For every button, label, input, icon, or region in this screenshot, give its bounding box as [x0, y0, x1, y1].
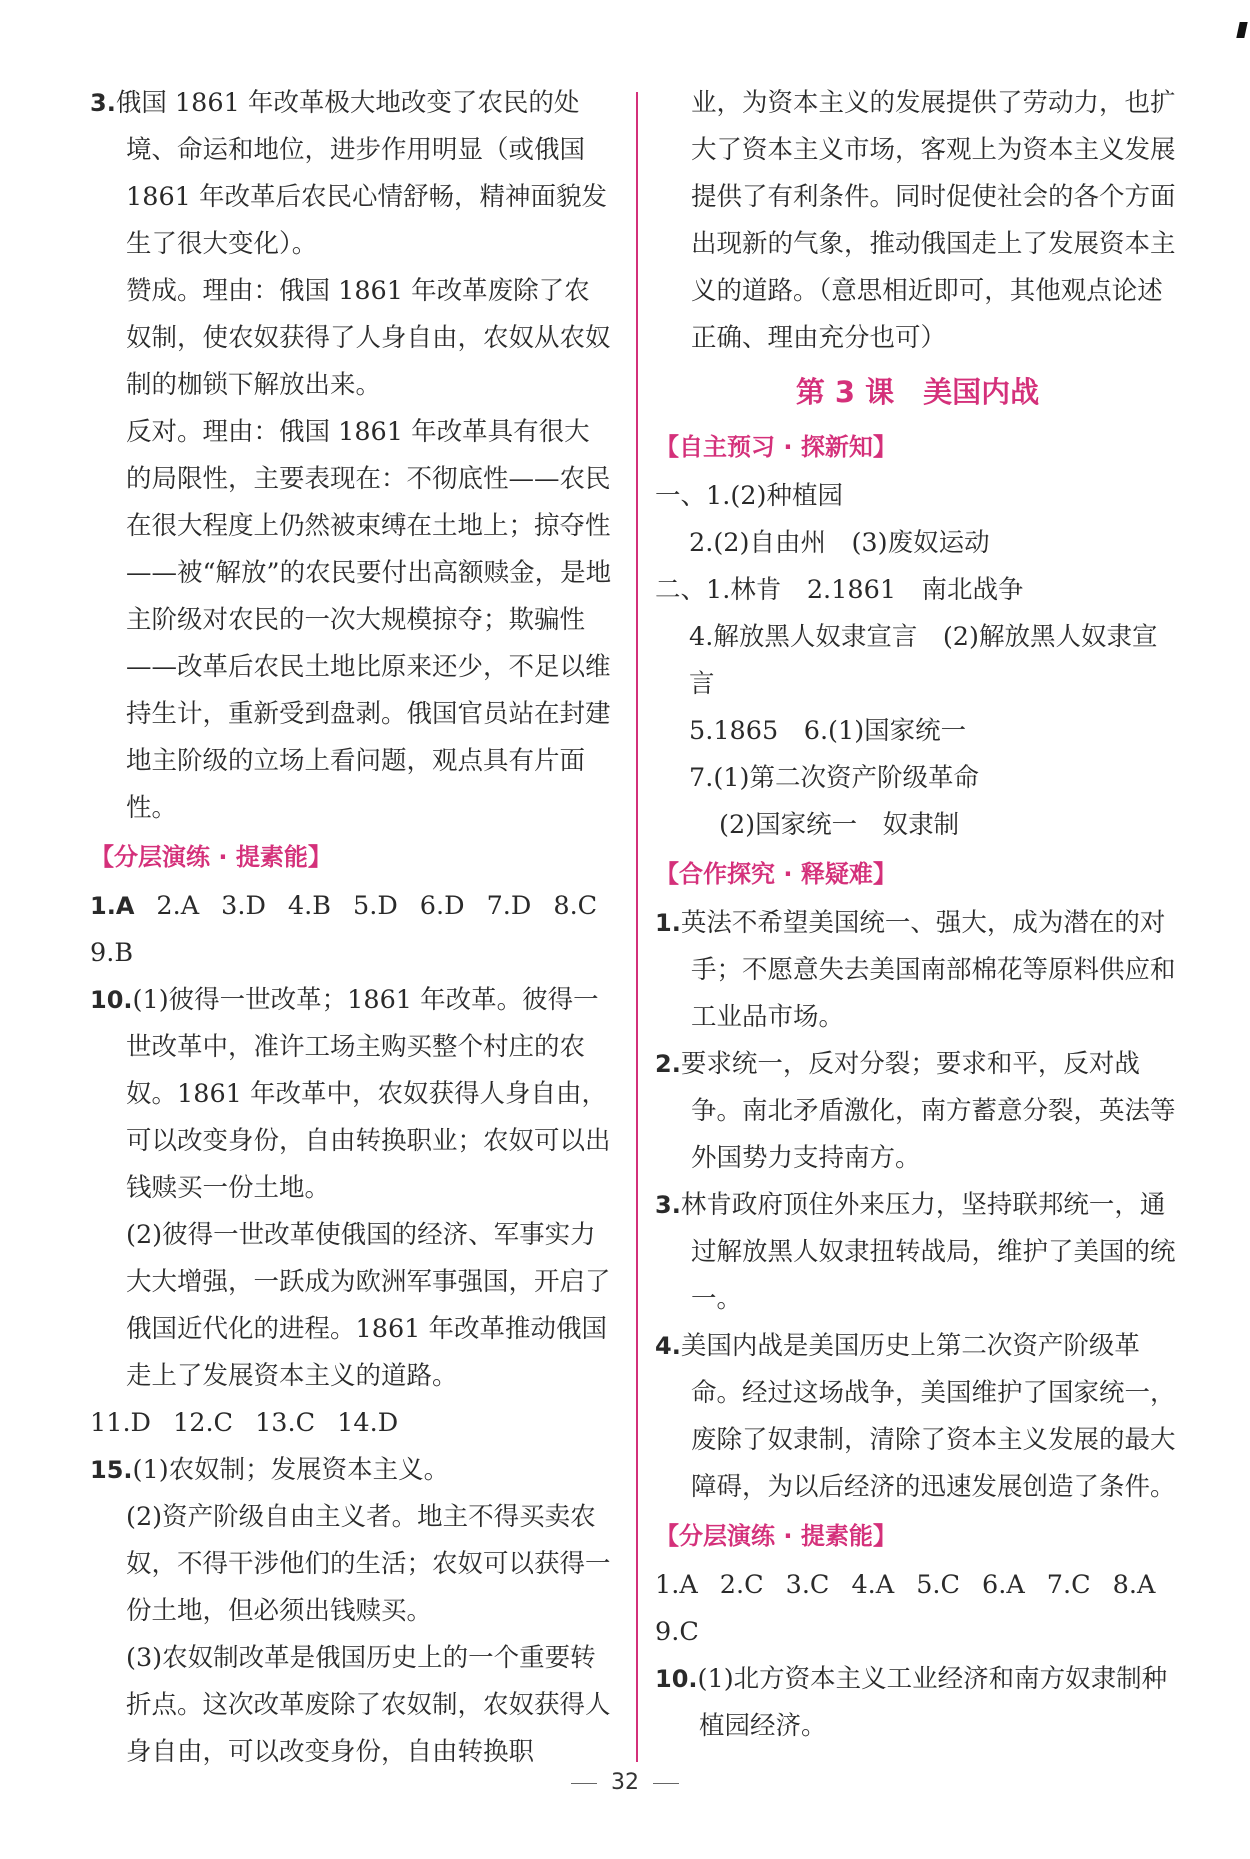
section-heading: 【自主预习 · 探新知】: [655, 433, 897, 461]
section-heading: 【合作探究 · 释疑难】: [655, 860, 897, 888]
corner-mark: [1236, 22, 1247, 38]
answer-3: 3.俄国 1861 年改革极大地改变了农民的处境、命运和地位，进步作用明显（或俄国 1861 年改革后农民心情舒畅，精神面貌发生了很大变化）。: [90, 88, 608, 259]
mc-answers-row: 1.A 2.C 3.C 4.A 5.C 6.A 7.C 8.A: [655, 1570, 1156, 1600]
explore-answer-4: 4.美国内战是美国历史上第二次资产阶级革命。经过这场战争，美国维护了国家统一，废除了奴隶制，清除了资本主义发展的最大障碍，为以后经济的迅速发展创造了条件。: [655, 1331, 1176, 1502]
answer-10-part1: 10.(1)彼得一世改革；1861 年改革。彼得一世改革中，准许工场主购买整个村庄的农奴。1861 年改革中，农奴获得人身自由，可以改变身份，自由转换职业；农奴可以出钱赎买一份土地。: [90, 985, 611, 1203]
answer-3-oppose: 反对。理由：俄国 1861 年改革具有很大的局限性，主要表现在：不彻底性——农民在很大程度上仍然被束缚在土地上；掠夺性——被“解放”的农民要付出高额赎金，是地主阶级对农民的一次大规模掠夺；欺骗性——改革后农民土地比原来还少，不足以维持生计，重新受到盘剥。俄国官员站在封建地主阶级的立场上看问题，观点具有片面性。: [126, 417, 612, 823]
preview-line: 5.1865 6.(1)国家统一: [689, 716, 967, 746]
preview-line: 4.解放黑人奴隶宣言 (2)解放黑人奴隶宣言: [689, 622, 1158, 699]
left-column: [90, 80, 615, 1776]
right-column: [655, 80, 1180, 1750]
answer-10-part2: (2)彼得一世改革使俄国的经济、军事实力大大增强，一跃成为欧洲军事强国，开启了俄国近代化的进程。1861 年改革推动俄国走上了发展资本主义的道路。: [126, 1220, 611, 1391]
mc-answers-row-2: 11.D 12.C 13.C 14.D: [90, 1408, 399, 1438]
mc-answers-row: 1.A 2.A 3.D 4.B 5.D 6.D 7.D 8.C: [90, 891, 598, 921]
answer-15-part3: (3)农奴制改革是俄国历史上的一个重要转折点。这次改革废除了农奴制，农奴获得人身自由，可以改变身份，自由转换职: [126, 1643, 611, 1767]
answer-10: 10.(1)北方资本主义工业经济和南方奴隶制种植园经济。: [655, 1664, 1168, 1741]
preview-line: (2)国家统一 奴隶制: [719, 810, 960, 840]
answer-15-part2: (2)资产阶级自由主义者。地主不得买卖农奴，不得干涉他们的生活；农奴可以获得一份土地，但必须出钱赎买。: [126, 1502, 611, 1626]
preview-line: 2.(2)自由州 (3)废奴运动: [689, 528, 990, 558]
preview-line: 7.(1)第二次资产阶级革命: [689, 763, 979, 793]
explore-answer-3: 3.林肯政府顶住外来压力，坚持联邦统一，通过解放黑人奴隶扭转战局，维护了美国的统一。: [655, 1190, 1176, 1314]
answer-15-part1: 15.(1)农奴制；发展资本主义。: [90, 1455, 450, 1485]
preview-line: 二、1.林肯 2.1861 南北战争: [655, 575, 1024, 605]
section-heading: 【分层演练 · 提素能】: [655, 1522, 897, 1550]
answer-15-continued: 业，为资本主义的发展提供了劳动力，也扩大了资本主义市场，客观上为资本主义发展提供了有利条件。同时促使社会的各个方面出现新的气象，推动俄国走上了发展资本主义的道路。（意思相近即可，其他观点论述正确、理由充分也可）: [691, 88, 1176, 353]
page-number: 32: [0, 1770, 1250, 1795]
preview-line: 一、1.(2)种植园: [655, 481, 843, 511]
mc-answer-9: 9.C: [655, 1617, 699, 1647]
mc-answer-9: 9.B: [90, 938, 134, 968]
explore-answer-2: 2.要求统一，反对分裂；要求和平，反对战争。南北矛盾激化，南方蓄意分裂，英法等外国势力支持南方。: [655, 1049, 1176, 1173]
section-heading: 【分层演练 · 提素能】: [90, 843, 332, 871]
column-divider: [636, 92, 638, 1762]
lesson-title: 第 3 课 美国内战: [795, 375, 1040, 409]
explore-answer-1: 1.英法不希望美国统一、强大，成为潜在的对手；不愿意失去美国南部棉花等原料供应和工业品市场。: [655, 908, 1176, 1032]
answer-3-agree: 赞成。理由：俄国 1861 年改革废除了农奴制，使农奴获得了人身自由，农奴从农奴制的枷锁下解放出来。: [126, 276, 611, 400]
